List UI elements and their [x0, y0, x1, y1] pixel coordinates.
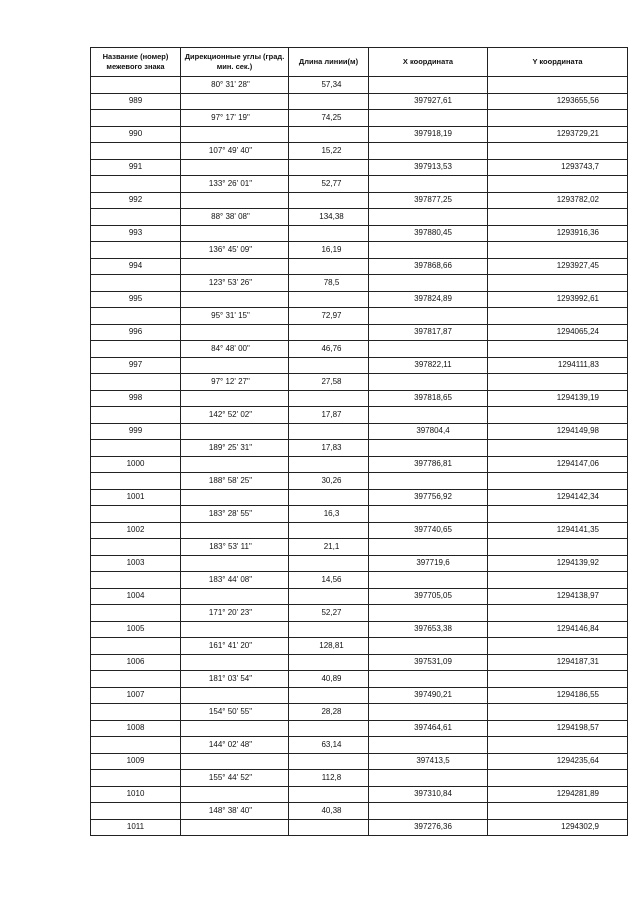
point-row — [91, 192, 628, 209]
y-coordinate-cell — [488, 803, 628, 820]
marker-name-cell: 1009 — [91, 753, 181, 770]
direction-angle-cell — [181, 588, 289, 605]
marker-name-cell — [91, 110, 181, 127]
y-coordinate-cell: 1294111,83 — [488, 357, 628, 374]
direction-angle-cell: 188° 58' 25" — [181, 473, 289, 490]
line-length-cell — [289, 786, 369, 803]
segment-row — [91, 638, 628, 655]
direction-angle-cell — [181, 390, 289, 407]
marker-name-cell — [91, 473, 181, 490]
segment-row — [91, 407, 628, 424]
point-row — [91, 687, 628, 704]
line-length-cell — [289, 423, 369, 440]
line-length-cell: 27,58 — [289, 374, 369, 391]
marker-name-cell: 992 — [91, 192, 181, 209]
marker-name-cell: 990 — [91, 126, 181, 143]
marker-name-cell: 1001 — [91, 489, 181, 506]
y-coordinate-cell — [488, 143, 628, 160]
line-length-cell: 63,14 — [289, 737, 369, 754]
y-coordinate-cell — [488, 308, 628, 325]
x-coordinate-cell — [369, 176, 488, 193]
y-coordinate-cell — [488, 176, 628, 193]
direction-angle-cell — [181, 126, 289, 143]
line-length-cell: 17,83 — [289, 440, 369, 457]
line-length-cell: 40,89 — [289, 671, 369, 688]
marker-name-cell: 995 — [91, 291, 181, 308]
header-marker-name: Название (номер) межевого знака — [91, 48, 181, 77]
line-length-cell: 78,5 — [289, 275, 369, 292]
y-coordinate-cell — [488, 473, 628, 490]
direction-angle-cell: 97° 12' 27" — [181, 374, 289, 391]
x-coordinate-cell — [369, 308, 488, 325]
marker-name-cell: 993 — [91, 225, 181, 242]
point-row — [91, 225, 628, 242]
line-length-cell: 21,1 — [289, 539, 369, 556]
segment-row — [91, 539, 628, 556]
line-length-cell — [289, 555, 369, 572]
direction-angle-cell: 155° 44' 52" — [181, 770, 289, 787]
direction-angle-cell — [181, 258, 289, 275]
line-length-cell — [289, 159, 369, 176]
x-coordinate-cell: 397310,84 — [369, 786, 488, 803]
marker-name-cell — [91, 704, 181, 721]
y-coordinate-cell — [488, 440, 628, 457]
marker-name-cell — [91, 803, 181, 820]
point-row — [91, 291, 628, 308]
x-coordinate-cell — [369, 143, 488, 160]
segment-row — [91, 275, 628, 292]
point-row — [91, 390, 628, 407]
marker-name-cell — [91, 77, 181, 94]
direction-angle-cell — [181, 159, 289, 176]
x-coordinate-cell — [369, 803, 488, 820]
y-coordinate-cell — [488, 737, 628, 754]
y-coordinate-cell — [488, 374, 628, 391]
segment-row — [91, 803, 628, 820]
direction-angle-cell: 107° 49' 40" — [181, 143, 289, 160]
line-length-cell: 40,38 — [289, 803, 369, 820]
y-coordinate-cell — [488, 275, 628, 292]
line-length-cell — [289, 126, 369, 143]
segment-row — [91, 473, 628, 490]
direction-angle-cell: 84° 48' 00" — [181, 341, 289, 358]
segment-row — [91, 605, 628, 622]
marker-name-cell: 1010 — [91, 786, 181, 803]
x-coordinate-cell: 397786,81 — [369, 456, 488, 473]
header-y-coordinate: Y координата — [488, 48, 628, 77]
marker-name-cell: 997 — [91, 357, 181, 374]
direction-angle-cell — [181, 93, 289, 110]
direction-angle-cell — [181, 753, 289, 770]
x-coordinate-cell: 397276,36 — [369, 819, 488, 836]
marker-name-cell: 1002 — [91, 522, 181, 539]
marker-name-cell: 1005 — [91, 621, 181, 638]
y-coordinate-cell — [488, 242, 628, 259]
direction-angle-cell: 161° 41' 20" — [181, 638, 289, 655]
point-row — [91, 555, 628, 572]
marker-name-cell — [91, 209, 181, 226]
marker-name-cell — [91, 176, 181, 193]
line-length-cell — [289, 258, 369, 275]
line-length-cell: 16,3 — [289, 506, 369, 523]
line-length-cell — [289, 621, 369, 638]
direction-angle-cell: 142° 52' 02" — [181, 407, 289, 424]
direction-angle-cell — [181, 522, 289, 539]
line-length-cell — [289, 390, 369, 407]
direction-angle-cell: 136° 45' 09" — [181, 242, 289, 259]
direction-angle-cell — [181, 489, 289, 506]
line-length-cell — [289, 225, 369, 242]
marker-name-cell — [91, 407, 181, 424]
line-length-cell: 74,25 — [289, 110, 369, 127]
marker-name-cell — [91, 539, 181, 556]
line-length-cell — [289, 93, 369, 110]
segment-row — [91, 737, 628, 754]
x-coordinate-cell: 397413,5 — [369, 753, 488, 770]
segment-row — [91, 176, 628, 193]
line-length-cell — [289, 456, 369, 473]
x-coordinate-cell: 397756,92 — [369, 489, 488, 506]
direction-angle-cell: 154° 50' 55" — [181, 704, 289, 721]
marker-name-cell — [91, 671, 181, 688]
x-coordinate-cell: 397804,4 — [369, 423, 488, 440]
point-row — [91, 456, 628, 473]
header-line-length: Длина линии(м) — [289, 48, 369, 77]
marker-name-cell: 989 — [91, 93, 181, 110]
x-coordinate-cell: 397818,65 — [369, 390, 488, 407]
marker-name-cell — [91, 737, 181, 754]
marker-name-cell: 1006 — [91, 654, 181, 671]
y-coordinate-cell: 1294235,64 — [488, 753, 628, 770]
direction-angle-cell — [181, 357, 289, 374]
y-coordinate-cell: 1293782,02 — [488, 192, 628, 209]
x-coordinate-cell — [369, 671, 488, 688]
segment-row — [91, 506, 628, 523]
direction-angle-cell — [181, 687, 289, 704]
marker-name-cell — [91, 242, 181, 259]
line-length-cell — [289, 489, 369, 506]
y-coordinate-cell: 1294149,98 — [488, 423, 628, 440]
marker-name-cell — [91, 275, 181, 292]
line-length-cell: 16,19 — [289, 242, 369, 259]
x-coordinate-cell — [369, 539, 488, 556]
y-coordinate-cell: 1293916,36 — [488, 225, 628, 242]
x-coordinate-cell: 397918,19 — [369, 126, 488, 143]
marker-name-cell — [91, 770, 181, 787]
direction-angle-cell — [181, 720, 289, 737]
marker-name-cell: 1004 — [91, 588, 181, 605]
y-coordinate-cell: 1294147,06 — [488, 456, 628, 473]
direction-angle-cell — [181, 654, 289, 671]
line-length-cell: 134,38 — [289, 209, 369, 226]
x-coordinate-cell — [369, 77, 488, 94]
y-coordinate-cell: 1294146,84 — [488, 621, 628, 638]
point-row — [91, 93, 628, 110]
point-row — [91, 654, 628, 671]
point-row — [91, 159, 628, 176]
line-length-cell: 46,76 — [289, 341, 369, 358]
x-coordinate-cell — [369, 572, 488, 589]
x-coordinate-cell: 397740,65 — [369, 522, 488, 539]
marker-name-cell — [91, 506, 181, 523]
y-coordinate-cell: 1294065,24 — [488, 324, 628, 341]
marker-name-cell: 1000 — [91, 456, 181, 473]
marker-name-cell: 1011 — [91, 819, 181, 836]
x-coordinate-cell: 397653,38 — [369, 621, 488, 638]
x-coordinate-cell: 397927,61 — [369, 93, 488, 110]
line-length-cell — [289, 357, 369, 374]
segment-row — [91, 242, 628, 259]
y-coordinate-cell — [488, 605, 628, 622]
x-coordinate-cell — [369, 209, 488, 226]
marker-name-cell: 1003 — [91, 555, 181, 572]
x-coordinate-cell — [369, 341, 488, 358]
x-coordinate-cell — [369, 407, 488, 424]
marker-name-cell: 994 — [91, 258, 181, 275]
y-coordinate-cell: 1294281,89 — [488, 786, 628, 803]
marker-name-cell — [91, 143, 181, 160]
segment-row — [91, 77, 628, 94]
y-coordinate-cell — [488, 539, 628, 556]
x-coordinate-cell — [369, 770, 488, 787]
direction-angle-cell: 144° 02' 48" — [181, 737, 289, 754]
direction-angle-cell — [181, 819, 289, 836]
x-coordinate-cell: 397824,89 — [369, 291, 488, 308]
direction-angle-cell — [181, 192, 289, 209]
marker-name-cell: 998 — [91, 390, 181, 407]
line-length-cell — [289, 753, 369, 770]
x-coordinate-cell: 397868,66 — [369, 258, 488, 275]
point-row — [91, 423, 628, 440]
direction-angle-cell: 171° 20' 23" — [181, 605, 289, 622]
point-row — [91, 720, 628, 737]
y-coordinate-cell: 1294138,97 — [488, 588, 628, 605]
y-coordinate-cell — [488, 572, 628, 589]
direction-angle-cell — [181, 621, 289, 638]
segment-row — [91, 770, 628, 787]
marker-name-cell: 1008 — [91, 720, 181, 737]
direction-angle-cell: 97° 17' 19" — [181, 110, 289, 127]
y-coordinate-cell: 1293743,7 — [488, 159, 628, 176]
y-coordinate-cell: 1294198,57 — [488, 720, 628, 737]
marker-name-cell: 1007 — [91, 687, 181, 704]
segment-row — [91, 308, 628, 325]
line-length-cell — [289, 687, 369, 704]
direction-angle-cell — [181, 456, 289, 473]
line-length-cell: 52,27 — [289, 605, 369, 622]
x-coordinate-cell — [369, 605, 488, 622]
x-coordinate-cell — [369, 473, 488, 490]
direction-angle-cell: 95° 31' 15" — [181, 308, 289, 325]
segment-row — [91, 374, 628, 391]
direction-angle-cell — [181, 324, 289, 341]
direction-angle-cell: 189° 25' 31" — [181, 440, 289, 457]
line-length-cell: 17,87 — [289, 407, 369, 424]
point-row — [91, 489, 628, 506]
line-length-cell — [289, 522, 369, 539]
segment-row — [91, 209, 628, 226]
point-row — [91, 126, 628, 143]
line-length-cell: 28,28 — [289, 704, 369, 721]
marker-name-cell — [91, 638, 181, 655]
x-coordinate-cell — [369, 704, 488, 721]
line-length-cell — [289, 720, 369, 737]
x-coordinate-cell: 397913,53 — [369, 159, 488, 176]
x-coordinate-cell: 397880,45 — [369, 225, 488, 242]
point-row — [91, 357, 628, 374]
point-row — [91, 522, 628, 539]
y-coordinate-cell: 1294187,31 — [488, 654, 628, 671]
direction-angle-cell: 183° 53' 11" — [181, 539, 289, 556]
line-length-cell: 52,77 — [289, 176, 369, 193]
x-coordinate-cell: 397719,6 — [369, 555, 488, 572]
x-coordinate-cell: 397490,21 — [369, 687, 488, 704]
marker-name-cell — [91, 341, 181, 358]
point-row — [91, 258, 628, 275]
header-x-coordinate: X координата — [369, 48, 488, 77]
y-coordinate-cell: 1293729,21 — [488, 126, 628, 143]
marker-name-cell — [91, 440, 181, 457]
y-coordinate-cell — [488, 506, 628, 523]
x-coordinate-cell — [369, 110, 488, 127]
marker-name-cell: 996 — [91, 324, 181, 341]
direction-angle-cell: 88° 38' 08" — [181, 209, 289, 226]
marker-name-cell — [91, 572, 181, 589]
point-row — [91, 819, 628, 836]
line-length-cell — [289, 291, 369, 308]
line-length-cell: 14,56 — [289, 572, 369, 589]
segment-row — [91, 440, 628, 457]
x-coordinate-cell: 397817,87 — [369, 324, 488, 341]
x-coordinate-cell: 397464,61 — [369, 720, 488, 737]
direction-angle-cell: 183° 44' 08" — [181, 572, 289, 589]
line-length-cell — [289, 819, 369, 836]
y-coordinate-cell — [488, 77, 628, 94]
segment-row — [91, 110, 628, 127]
y-coordinate-cell — [488, 110, 628, 127]
line-length-cell: 112,8 — [289, 770, 369, 787]
x-coordinate-cell — [369, 506, 488, 523]
marker-name-cell — [91, 308, 181, 325]
marker-name-cell — [91, 605, 181, 622]
y-coordinate-cell — [488, 770, 628, 787]
y-coordinate-cell — [488, 704, 628, 721]
header-direction-angle: Дирекционные углы (град. мин. сек.) — [181, 48, 289, 77]
direction-angle-cell: 123° 53' 26" — [181, 275, 289, 292]
y-coordinate-cell — [488, 209, 628, 226]
marker-name-cell: 991 — [91, 159, 181, 176]
line-length-cell — [289, 324, 369, 341]
x-coordinate-cell — [369, 638, 488, 655]
marker-name-cell: 999 — [91, 423, 181, 440]
y-coordinate-cell: 1294302,9 — [488, 819, 628, 836]
segment-row — [91, 704, 628, 721]
y-coordinate-cell: 1294142,34 — [488, 489, 628, 506]
y-coordinate-cell: 1294139,92 — [488, 555, 628, 572]
line-length-cell: 57,34 — [289, 77, 369, 94]
y-coordinate-cell — [488, 671, 628, 688]
y-coordinate-cell — [488, 407, 628, 424]
table-header-row — [91, 48, 628, 77]
direction-angle-cell — [181, 423, 289, 440]
point-row — [91, 588, 628, 605]
x-coordinate-cell — [369, 374, 488, 391]
line-length-cell: 15,22 — [289, 143, 369, 160]
x-coordinate-cell — [369, 440, 488, 457]
direction-angle-cell: 133° 26' 01" — [181, 176, 289, 193]
x-coordinate-cell — [369, 242, 488, 259]
y-coordinate-cell: 1293655,56 — [488, 93, 628, 110]
marker-name-cell — [91, 374, 181, 391]
x-coordinate-cell: 397705,05 — [369, 588, 488, 605]
direction-angle-cell: 148° 38' 40" — [181, 803, 289, 820]
y-coordinate-cell — [488, 341, 628, 358]
y-coordinate-cell: 1294186,55 — [488, 687, 628, 704]
boundary-coordinates-table — [90, 47, 628, 836]
segment-row — [91, 341, 628, 358]
x-coordinate-cell — [369, 737, 488, 754]
direction-angle-cell — [181, 786, 289, 803]
y-coordinate-cell — [488, 638, 628, 655]
direction-angle-cell — [181, 291, 289, 308]
x-coordinate-cell: 397822,11 — [369, 357, 488, 374]
line-length-cell: 30,26 — [289, 473, 369, 490]
line-length-cell: 128,81 — [289, 638, 369, 655]
x-coordinate-cell — [369, 275, 488, 292]
y-coordinate-cell: 1293992,61 — [488, 291, 628, 308]
segment-row — [91, 572, 628, 589]
point-row — [91, 621, 628, 638]
line-length-cell — [289, 192, 369, 209]
segment-row — [91, 143, 628, 160]
direction-angle-cell: 80° 31' 28" — [181, 77, 289, 94]
y-coordinate-cell: 1294139,19 — [488, 390, 628, 407]
direction-angle-cell: 181° 03' 54" — [181, 671, 289, 688]
x-coordinate-cell: 397531,09 — [369, 654, 488, 671]
direction-angle-cell — [181, 555, 289, 572]
point-row — [91, 324, 628, 341]
segment-row — [91, 671, 628, 688]
direction-angle-cell — [181, 225, 289, 242]
line-length-cell — [289, 588, 369, 605]
point-row — [91, 753, 628, 770]
line-length-cell: 72,97 — [289, 308, 369, 325]
y-coordinate-cell: 1293927,45 — [488, 258, 628, 275]
point-row — [91, 786, 628, 803]
direction-angle-cell: 183° 28' 55" — [181, 506, 289, 523]
x-coordinate-cell: 397877,25 — [369, 192, 488, 209]
line-length-cell — [289, 654, 369, 671]
y-coordinate-cell: 1294141,35 — [488, 522, 628, 539]
